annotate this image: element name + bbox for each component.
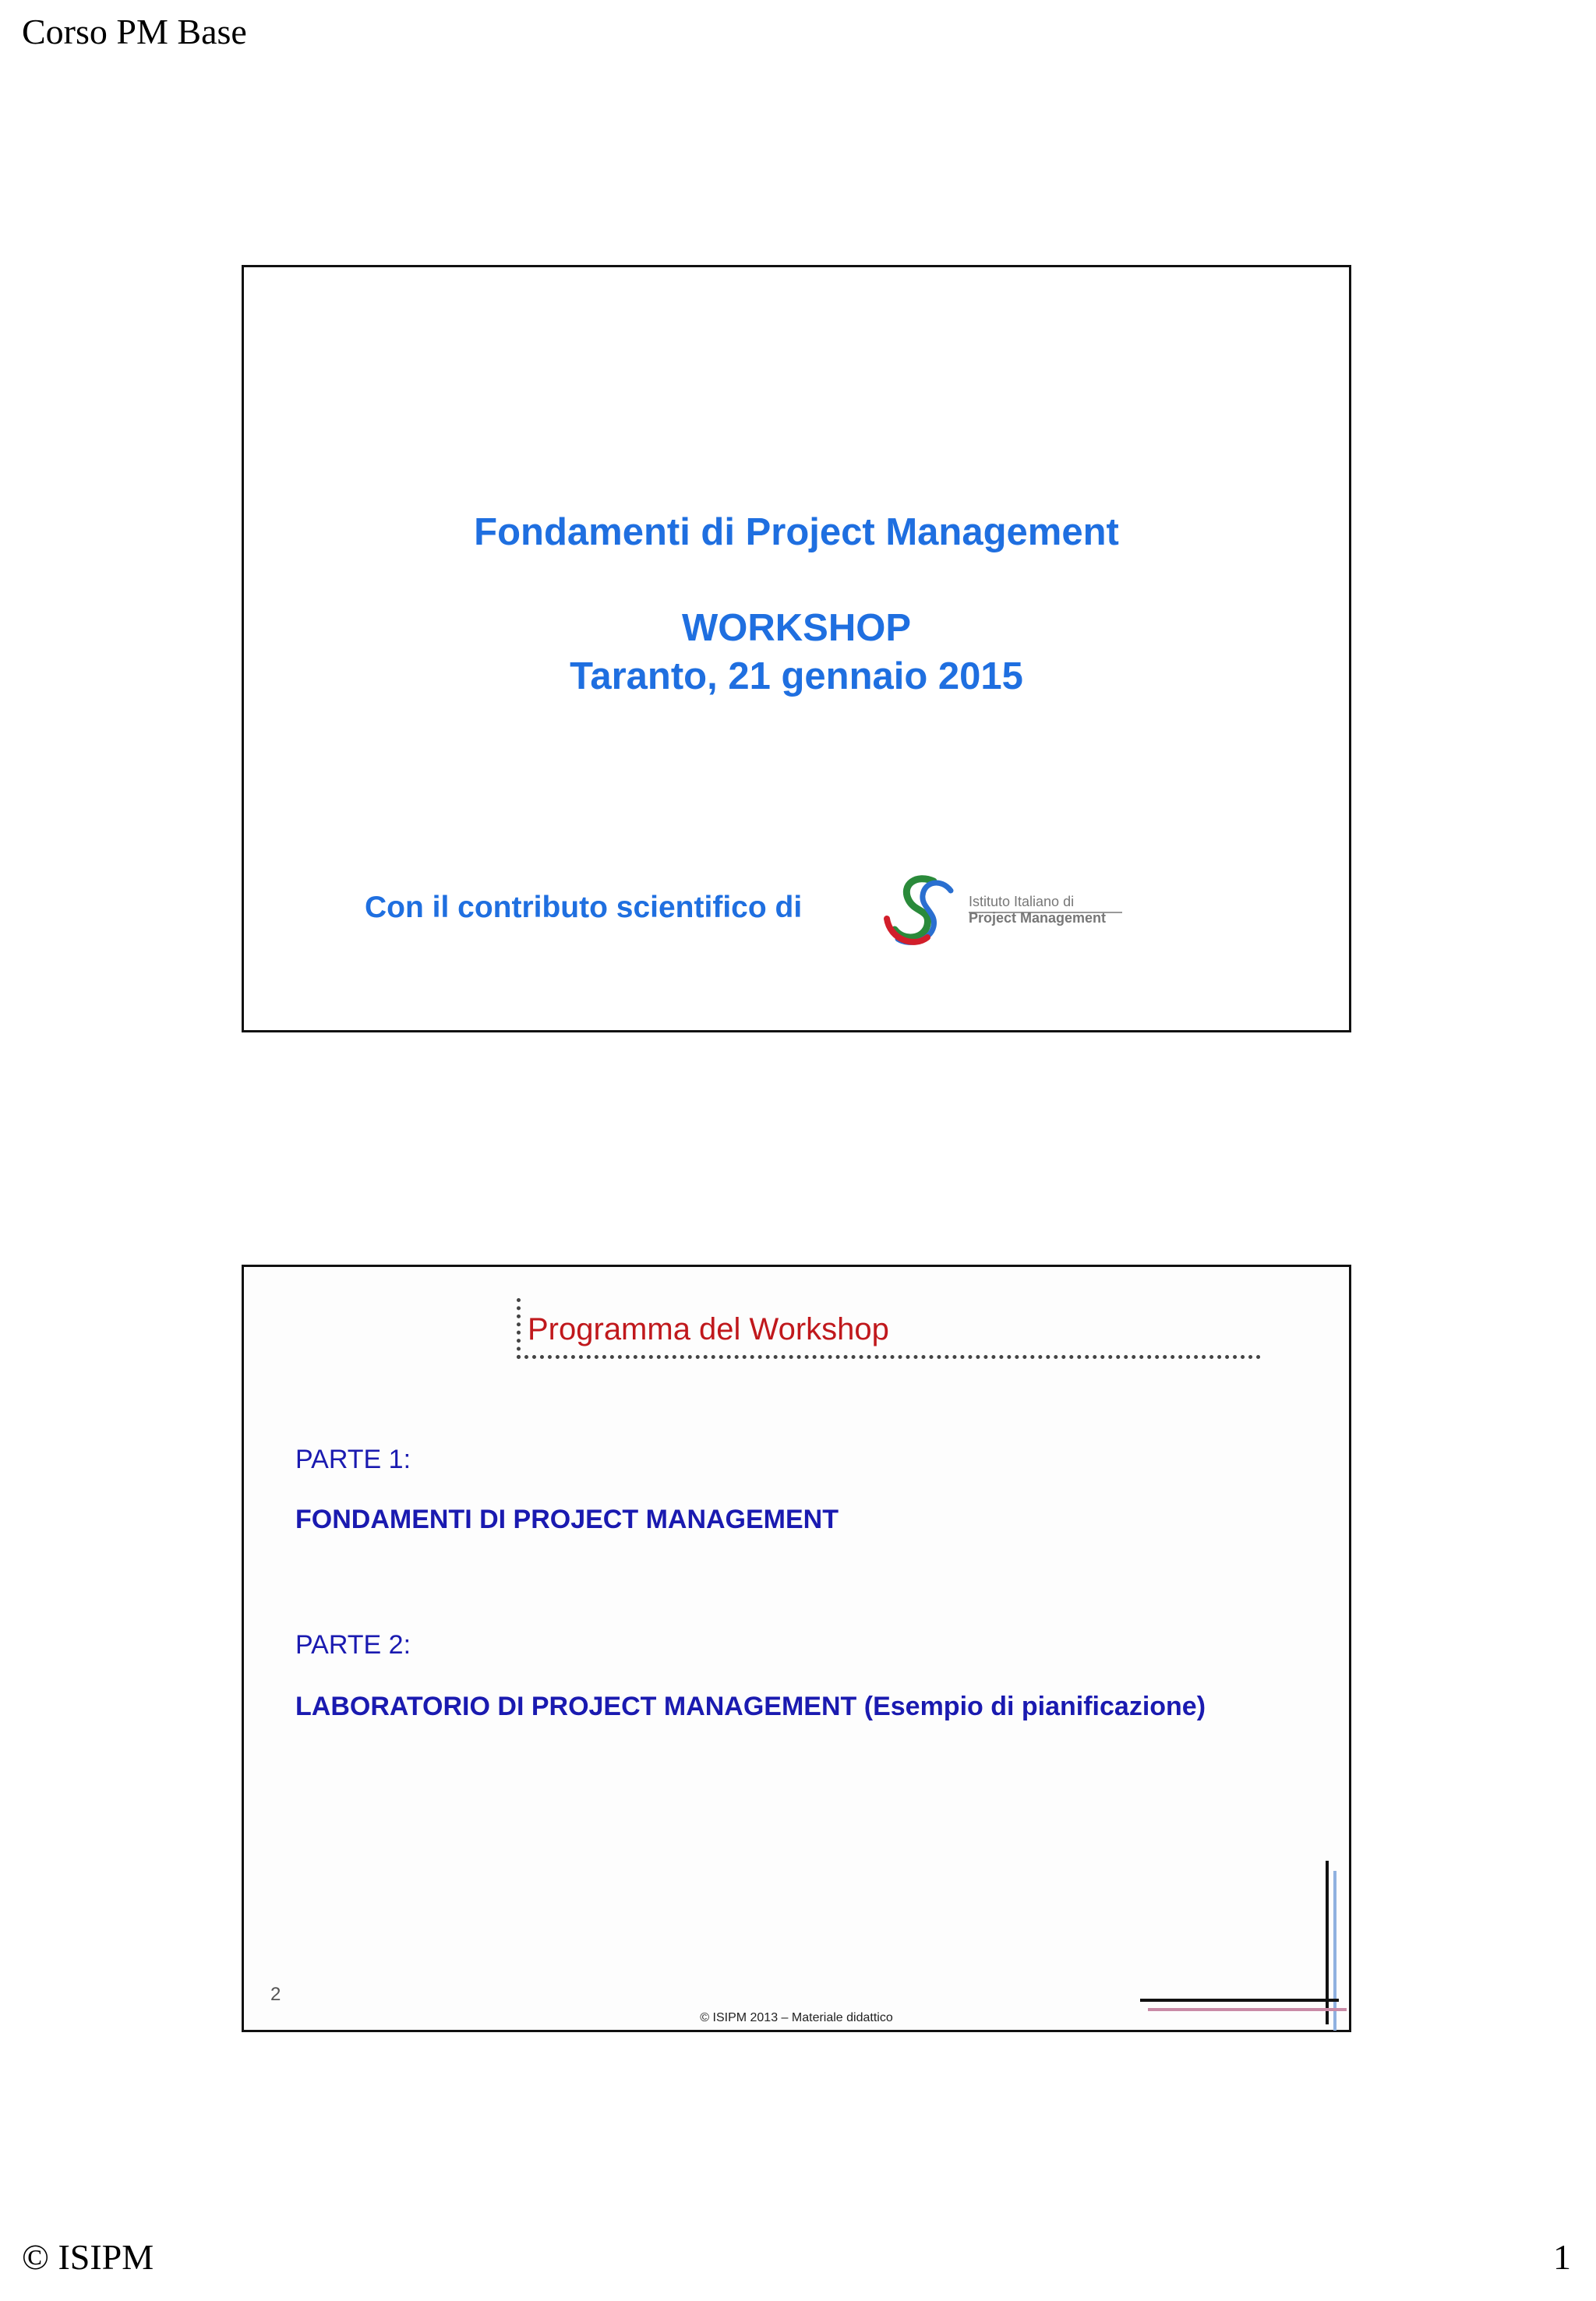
- slide-copyright: © ISIPM 2013 – Materiale didattico: [700, 2011, 893, 2024]
- workshop-label: WORKSHOP: [682, 607, 911, 649]
- slide-number: 2: [270, 1984, 281, 2005]
- part-2-title: LABORATORIO DI PROJECT MANAGEMENT (Esempio di pianificazione): [295, 1692, 1206, 1721]
- part-2-label: PARTE 2:: [295, 1630, 411, 1660]
- page-number: 1: [1553, 2237, 1571, 2277]
- corner-decoration-line: [1140, 1999, 1339, 2002]
- slide-2: [242, 1265, 1351, 2032]
- heading-divider-vertical: [517, 1298, 521, 1359]
- page-footer-copyright: © ISIPM: [22, 2237, 154, 2277]
- contribution-text: Con il contributo scientifico di: [365, 891, 803, 924]
- isipm-logo-icon: [879, 867, 973, 953]
- part-1-title: FONDAMENTI DI PROJECT MANAGEMENT: [295, 1505, 839, 1534]
- corner-decoration-line: [1148, 2008, 1347, 2011]
- heading-divider-horizontal: [517, 1355, 1261, 1359]
- slide-1: [242, 265, 1351, 1032]
- page-header: Corso PM Base: [22, 12, 247, 51]
- part-1-label: PARTE 1:: [295, 1445, 411, 1474]
- corner-decoration-line: [1333, 1871, 1336, 2031]
- workshop-date: Taranto, 21 gennaio 2015: [570, 655, 1023, 697]
- logo-line-1: Istituto Italiano di: [969, 894, 1075, 909]
- logo-line-2: Project Management: [969, 910, 1107, 926]
- isipm-logo: [879, 867, 1128, 953]
- slide-heading: Programma del Workshop: [528, 1312, 889, 1346]
- slide-title: Fondamenti di Project Management: [474, 511, 1119, 553]
